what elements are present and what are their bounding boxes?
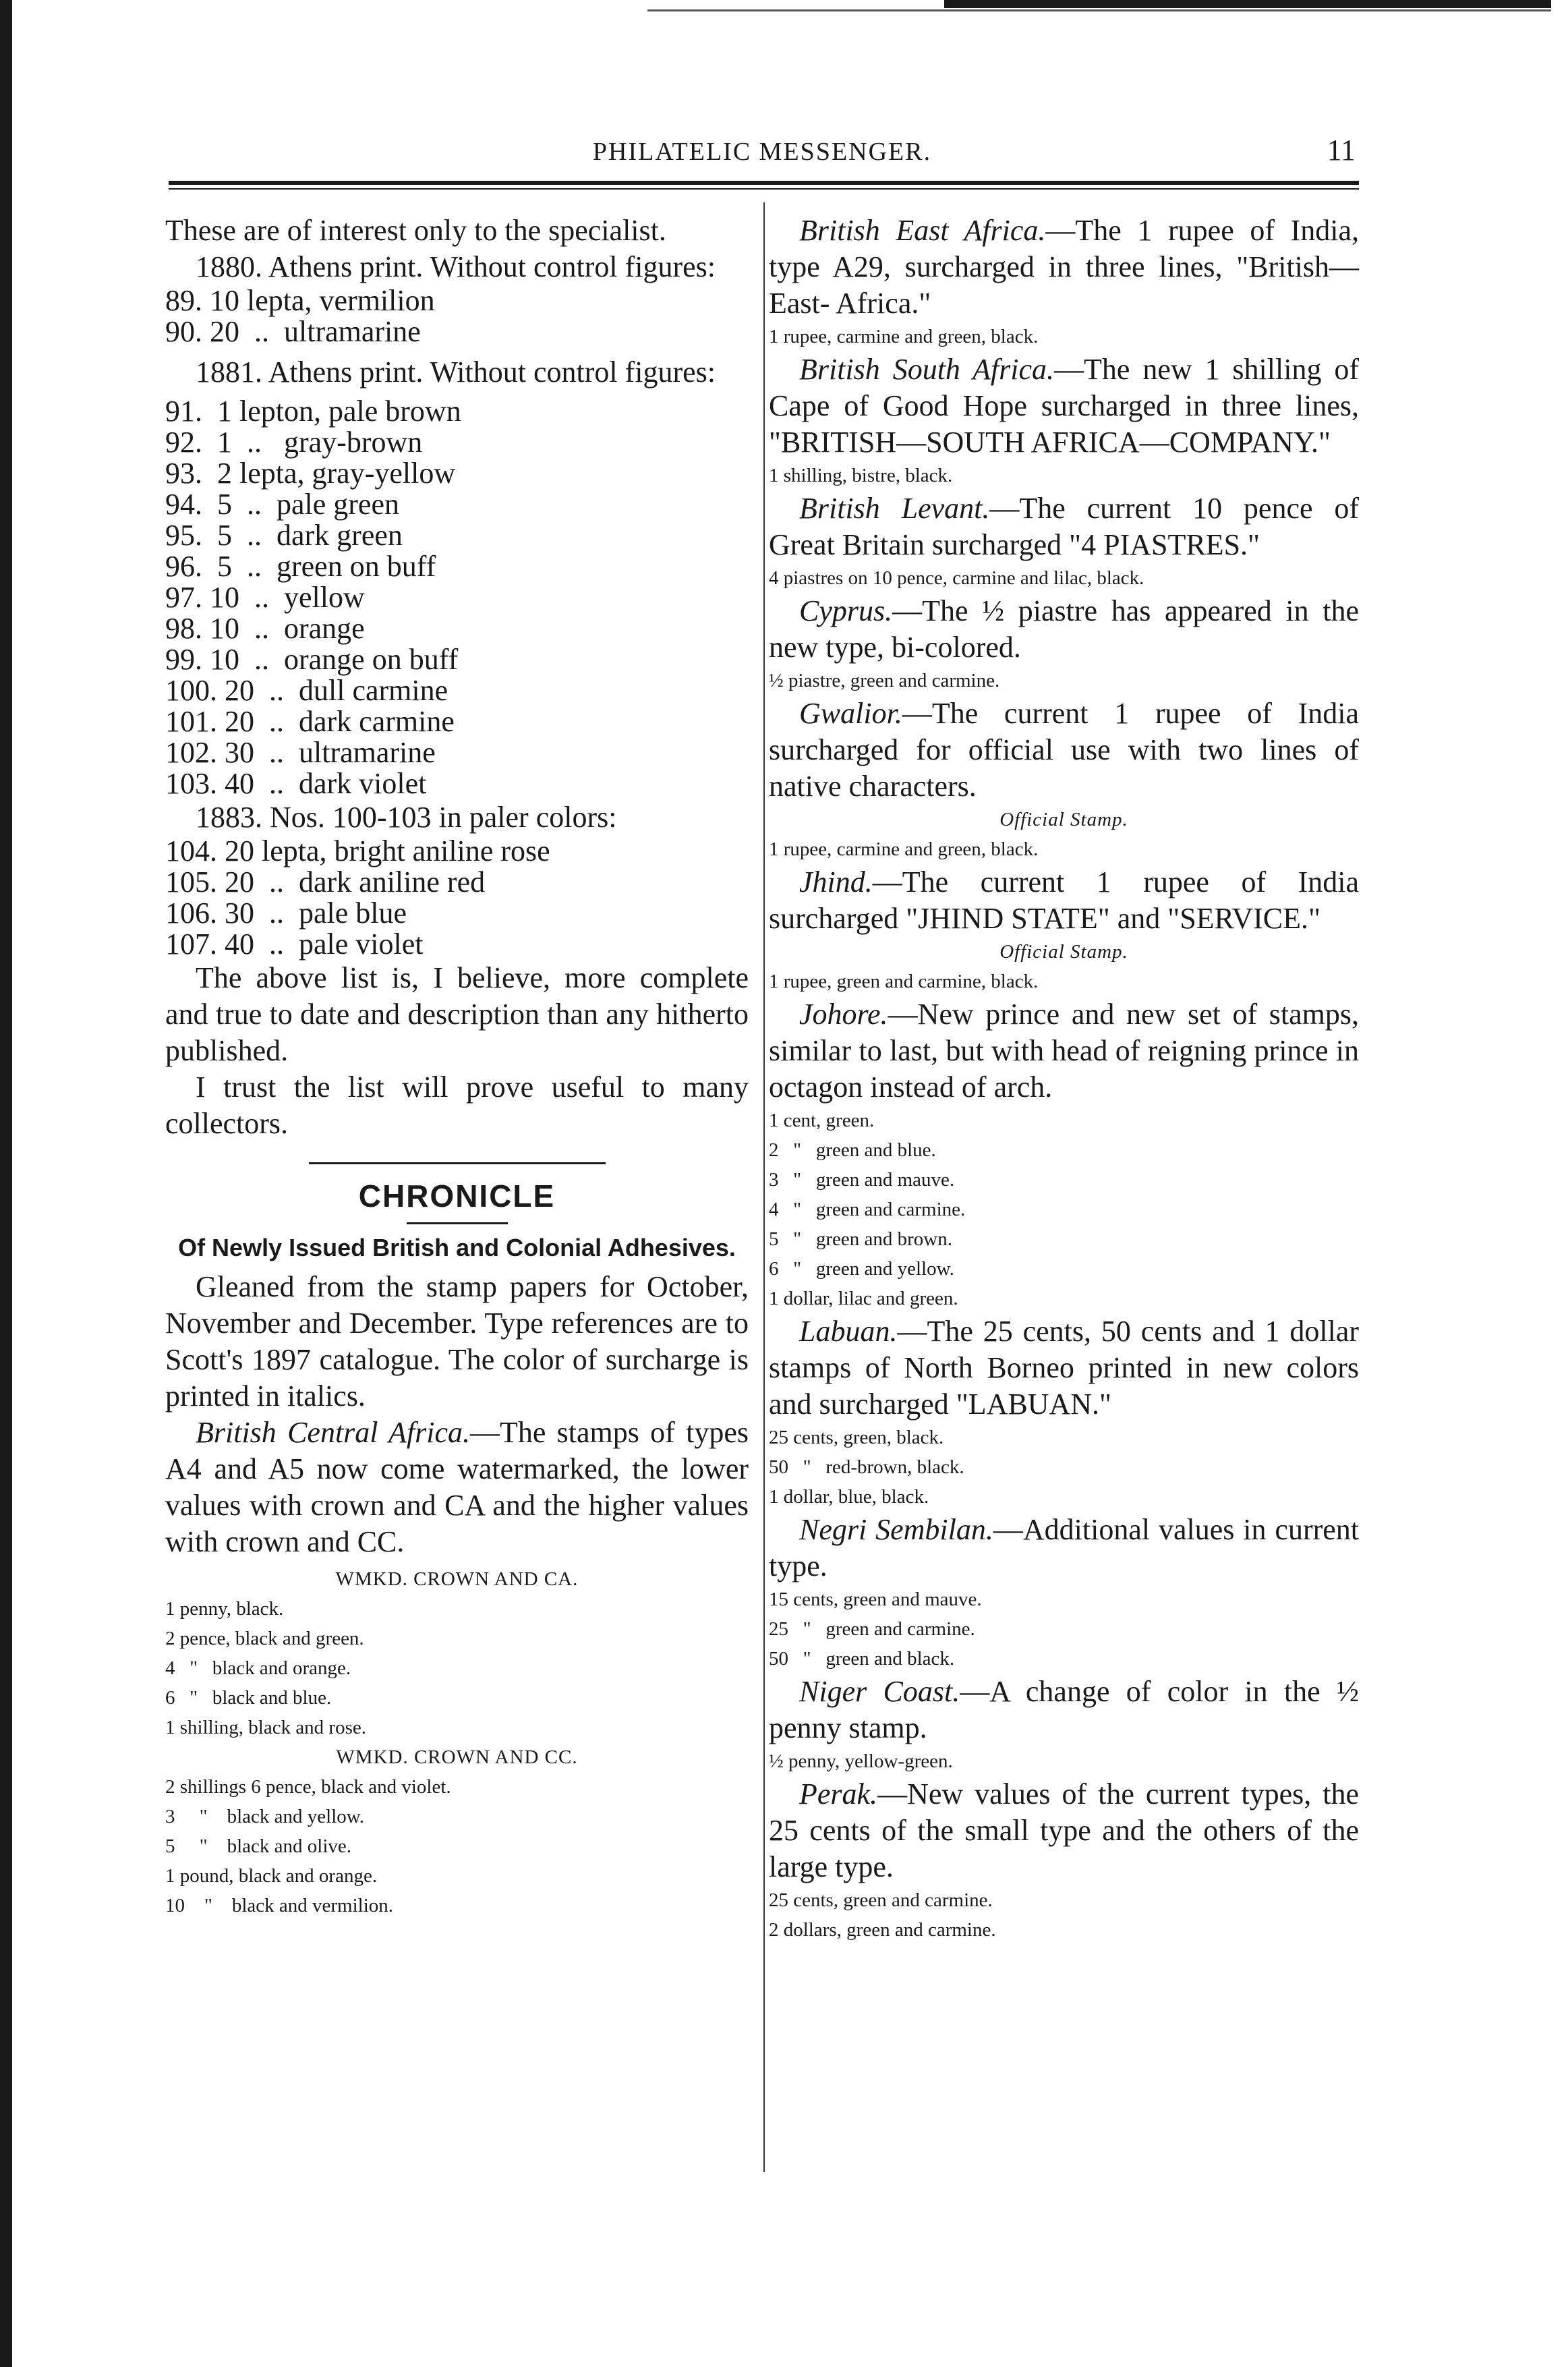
top-edge-shadow xyxy=(944,0,1551,8)
list-item: 1 cent, green. xyxy=(769,1110,875,1131)
right-column xyxy=(769,212,1359,1945)
entry-name: Gwalior. xyxy=(799,697,902,730)
column-divider xyxy=(763,202,765,2172)
chronicle-heading: CHRONICLE xyxy=(358,1178,556,1214)
list-item: 96. 5 .. green on buff xyxy=(165,550,436,583)
header-rule-thick xyxy=(169,181,1359,185)
list-item: 102. 30 .. ultramarine xyxy=(165,736,436,769)
paragraph-1881: 1881. Athens print. Without control figures: xyxy=(196,355,716,389)
list-item: 4 " green and carmine. xyxy=(769,1199,966,1220)
list-crown-cc xyxy=(165,1772,749,1920)
list-item: 1 rupee, green and carmine, black. xyxy=(769,971,1039,992)
entry-text: —The current 10 pence of Great Britain surcharged "4 PIASTRES." xyxy=(769,492,1360,561)
list-item: 98. 10 .. orange xyxy=(165,612,365,645)
list-item: 25 cents, green and carmine. xyxy=(769,1889,993,1911)
entry-jhind xyxy=(769,864,1359,937)
list-1881 xyxy=(165,396,749,799)
entry-text: —New values of the current types, the 25 cents of the small type and the others of the large type. xyxy=(769,1777,1359,1883)
list-labuan xyxy=(769,1423,1359,1512)
list-1880 xyxy=(165,285,749,347)
list-item: 6 " black and blue. xyxy=(165,1687,332,1709)
entry-text: —A change of color in the ½ penny stamp. xyxy=(769,1675,1360,1744)
list-item: 103. 40 .. dark violet xyxy=(165,767,427,800)
list-item: 10 " black and vermilion. xyxy=(165,1895,394,1916)
list-item: 99. 10 .. orange on buff xyxy=(165,643,459,676)
list-item: 91. 1 lepton, pale brown xyxy=(165,395,461,428)
intro-paragraph: These are of interest only to the specialist. xyxy=(165,214,666,247)
list-item: 3 " black and yellow. xyxy=(165,1806,365,1827)
list-item: 107. 40 .. pale violet xyxy=(165,928,424,961)
list-item: 100. 20 .. dull carmine xyxy=(165,674,448,707)
top-edge-line xyxy=(647,9,1551,11)
section-divider xyxy=(309,1162,606,1164)
list-item: 2 " green and blue. xyxy=(769,1139,936,1161)
entry-name: British Central Africa. xyxy=(196,1416,470,1449)
watermark-heading: WMKD. CROWN AND CC. xyxy=(336,1746,578,1768)
list-item: 104. 20 lepta, bright aniline rose xyxy=(165,834,550,867)
list-item: 1 penny, black. xyxy=(165,1598,284,1620)
entry-cyprus xyxy=(769,593,1359,666)
entry-niger-coast xyxy=(769,1674,1359,1746)
entry-text: —The current 1 rupee of India surcharged for official use with two lines of native characters. xyxy=(769,697,1359,803)
list-item: 1 shilling, bistre, black. xyxy=(769,465,953,486)
list-item: 1 dollar, lilac and green. xyxy=(769,1288,958,1309)
list-item: 94. 5 .. pale green xyxy=(165,488,399,521)
entry-labuan xyxy=(769,1313,1359,1423)
list-item: 106. 30 .. pale blue xyxy=(165,896,407,930)
list-item: 4 " black and orange. xyxy=(165,1657,351,1679)
list-perak xyxy=(769,1885,1359,1945)
list-item: 5 " green and brown. xyxy=(769,1228,952,1250)
entry-name: Perak. xyxy=(799,1777,878,1810)
list-item: 25 cents, green, black. xyxy=(769,1427,944,1448)
list-item: 89. 10 lepta, vermilion xyxy=(165,284,435,317)
list-item: 6 " green and yellow. xyxy=(769,1258,954,1280)
entry-british-levant xyxy=(769,490,1359,563)
entry-name: Cyprus. xyxy=(799,594,893,627)
gleaned-paragraph: Gleaned from the stamp papers for October, November and December. Type references are to Scott's 1897 catalogue. The color of surcharge is printed in italics. xyxy=(165,1270,749,1413)
entry-text: —The ½ piastre has appeared in the new type, bi-colored. xyxy=(769,594,1359,664)
entry-name: Niger Coast. xyxy=(799,1675,960,1708)
entry-name: British East Africa. xyxy=(799,214,1046,247)
list-item: 2 shillings 6 pence, black and violet. xyxy=(165,1776,451,1798)
list-item: 92. 1 .. gray-brown xyxy=(165,426,423,459)
list-item: 105. 20 .. dark aniline red xyxy=(165,865,486,899)
list-item: 93. 2 lepta, gray-yellow xyxy=(165,457,456,490)
entry-name: British Levant. xyxy=(799,492,990,525)
paragraph-1880: 1880. Athens print. Without control figures: xyxy=(196,250,716,283)
entry-british-central-africa xyxy=(165,1415,749,1560)
entry-text: —The current 1 rupee of India surcharged "JHIND STATE" and "SERVICE." xyxy=(769,865,1359,935)
list-item: 1 rupee, carmine and green, black. xyxy=(769,326,1039,347)
list-item: 101. 20 .. dark carmine xyxy=(165,705,455,738)
entry-text: —The 1 rupee of India, type A29, surcharged in three lines, "British—East- Africa." xyxy=(769,214,1359,320)
running-title: PHILATELIC MESSENGER. xyxy=(592,138,932,166)
heading-rule xyxy=(407,1222,508,1224)
list-item: 1 shilling, black and rose. xyxy=(165,1717,367,1738)
entry-negri-sembilan xyxy=(769,1512,1359,1585)
entry-perak xyxy=(769,1776,1359,1885)
entry-name: Negri Sembilan. xyxy=(799,1513,993,1546)
list-item: 1 dollar, blue, black. xyxy=(769,1486,929,1508)
list-item: 3 " green and mauve. xyxy=(769,1169,955,1191)
list-item: 25 " green and carmine. xyxy=(769,1618,975,1640)
page-header xyxy=(162,132,1362,172)
list-item: ½ piastre, green and carmine. xyxy=(769,670,1000,691)
entry-johore xyxy=(769,996,1359,1106)
entry-text: —The stamps of types A4 and A5 now come watermarked, the lower values with crown and CA and the higher values with crown and CC. xyxy=(165,1416,749,1558)
list-crown-ca xyxy=(165,1594,749,1742)
paragraph-1883: 1883. Nos. 100-103 in paler colors: xyxy=(196,801,617,834)
entry-text: —Additional values in current type. xyxy=(769,1513,1360,1582)
entry-british-east-africa xyxy=(769,212,1359,322)
entry-name: Labuan. xyxy=(799,1315,898,1348)
list-item: 2 pence, black and green. xyxy=(165,1628,364,1649)
list-negri-sembilan xyxy=(769,1585,1359,1674)
list-item: 90. 20 .. ultramarine xyxy=(165,315,421,348)
chronicle-subheading: Of Newly Issued British and Colonial Adhesives. xyxy=(178,1234,736,1261)
official-stamp-label: Official Stamp. xyxy=(999,809,1128,830)
list-item: 50 " red-brown, black. xyxy=(769,1456,964,1478)
list-item: 1 rupee, carmine and green, black. xyxy=(769,838,1039,860)
left-column xyxy=(165,212,749,1920)
list-item: 15 cents, green and mauve. xyxy=(769,1589,982,1610)
conclusion-paragraph: The above list is, I believe, more complete and true to date and description than any hitherto published. xyxy=(165,961,749,1067)
entry-name: Jhind. xyxy=(799,865,873,899)
official-stamp-label: Official Stamp. xyxy=(999,941,1128,963)
list-item: 97. 10 .. yellow xyxy=(165,581,365,614)
entry-text: —New prince and new set of stamps, similar to last, but with head of reigning prince in octagon instead of arch. xyxy=(769,998,1359,1104)
list-johore xyxy=(769,1106,1359,1313)
list-1883 xyxy=(165,836,749,960)
list-item: 4 piastres on 10 pence, carmine and lilac, black. xyxy=(769,567,1144,589)
page-number: 11 xyxy=(1327,134,1356,167)
entry-text: —The new 1 shilling of Cape of Good Hope surcharged in three lines, "BRITISH—SOUTH AFRICA—COMPANY." xyxy=(769,353,1359,459)
watermark-heading: WMKD. CROWN AND CA. xyxy=(335,1568,579,1590)
closing-paragraph: I trust the list will prove useful to many collectors. xyxy=(165,1071,749,1140)
list-item: 2 dollars, green and carmine. xyxy=(769,1919,996,1941)
page-binding-edge xyxy=(0,0,12,2367)
list-item: 5 " black and olive. xyxy=(165,1835,351,1857)
list-item: 50 " green and black. xyxy=(769,1648,955,1670)
entry-name: Johore. xyxy=(799,998,888,1031)
entry-british-south-africa xyxy=(769,351,1359,461)
list-item: 95. 5 .. dark green xyxy=(165,519,403,552)
entry-text: —The 25 cents, 50 cents and 1 dollar stamps of North Borneo printed in new colors and surcharged "LABUAN." xyxy=(769,1315,1359,1421)
list-item: ½ penny, yellow-green. xyxy=(769,1750,953,1772)
entry-name: British South Africa. xyxy=(799,353,1055,386)
entry-gwalior xyxy=(769,695,1359,805)
header-rule-thin xyxy=(169,188,1359,190)
list-item: 1 pound, black and orange. xyxy=(165,1865,378,1887)
